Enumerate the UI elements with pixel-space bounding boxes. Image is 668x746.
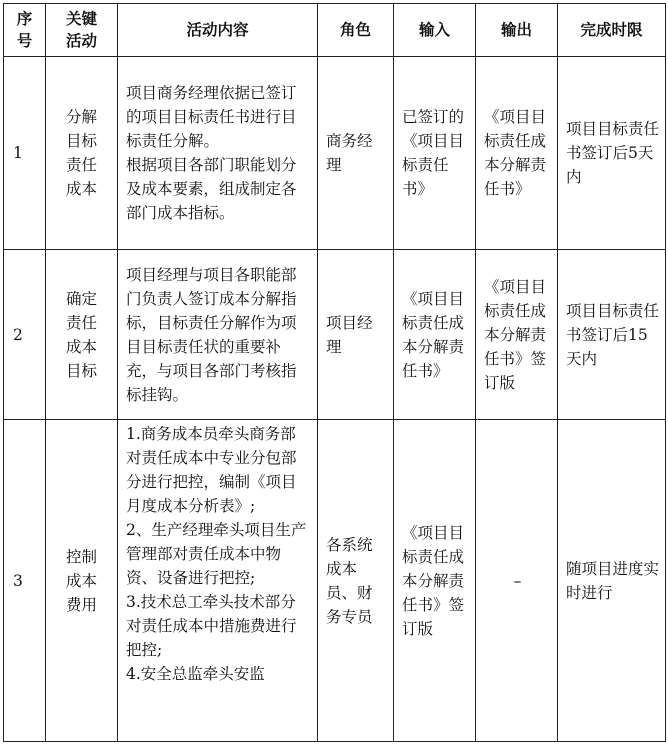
activity-char: 成本 <box>65 180 97 198</box>
cell-output: 《项目目标责任成本分解责任书》 <box>476 57 558 250</box>
content-paragraph: 项目经理与项目各职能部门负责人签订成本分解指标，目标责任分解作为项目目标责任状的重要补充，与项目各部门考核指标挂钩。 <box>126 265 297 404</box>
cell-activity <box>46 57 118 250</box>
cell-content <box>118 420 318 742</box>
cell-input: 已签订的《项目目标责任书》 <box>394 57 476 250</box>
cell-content <box>118 57 318 250</box>
table-row <box>4 420 666 742</box>
activity-char: 目标 <box>65 361 97 380</box>
header-input: 输入 <box>394 4 476 57</box>
cell-role: 商务经理 <box>318 57 394 250</box>
cell-activity <box>46 420 118 742</box>
cell-output: 《项目目标责任成本分解责任书》签订版 <box>476 250 558 420</box>
activity-char: 确定 <box>65 289 97 308</box>
cell-role: 各系统成本员、财务专员 <box>318 420 394 742</box>
content-paragraph: 3.技术总工牵头技术部分对责任成本中措施费进行把控; <box>126 593 297 659</box>
content-paragraph: 4.安全总监牵头安监 <box>126 665 265 683</box>
cell-deadline: 项目目标责任书签订后15天内 <box>558 250 666 420</box>
cell-deadline: 项目目标责任书签订后5天内 <box>558 57 666 250</box>
content-paragraph: 根据项目各部门职能划分及成本要素，组成制定各部门成本指标。 <box>126 156 297 222</box>
table-row <box>4 250 666 420</box>
header-output: 输出 <box>476 4 558 57</box>
cell-deadline: 随项目进度实时进行 <box>558 420 666 742</box>
activity-char: 责任 <box>65 156 97 174</box>
process-table <box>3 3 666 742</box>
activity-char: 目标 <box>65 132 97 150</box>
cell-no: 2 <box>4 250 46 420</box>
cell-role: 项目经理 <box>318 250 394 420</box>
content-paragraph: 项目商务经理依据已签订的项目目标责任书进行目标责任分解。 <box>126 84 297 150</box>
activity-char: 责任 <box>65 313 97 332</box>
cell-input: 《项目目标责任成本分解责任书》 <box>394 250 476 420</box>
activity-char: 成本 <box>65 337 97 356</box>
header-content: 活动内容 <box>118 4 318 57</box>
header-activity-line1: 关键 <box>65 9 97 28</box>
header-role: 角色 <box>318 4 394 57</box>
cell-output: – <box>476 420 558 742</box>
content-clip <box>126 422 309 738</box>
activity-char: 控制 <box>65 547 97 566</box>
header-no-line1: 序 <box>16 9 33 28</box>
cell-no: 1 <box>4 57 46 250</box>
header-deadline: 完成时限 <box>558 4 666 57</box>
cell-input: 《项目目标责任成本分解责任书》签订版 <box>394 420 476 742</box>
cell-no: 3 <box>4 420 46 742</box>
header-no <box>4 4 46 57</box>
header-row <box>4 4 666 57</box>
table-row <box>4 57 666 250</box>
cell-activity <box>46 250 118 420</box>
activity-char: 费用 <box>65 595 97 614</box>
header-activity-line2: 活动 <box>65 31 97 50</box>
header-activity <box>46 4 118 57</box>
content-paragraph: 2、生产经理牵头项目生产管理部对责任成本中物资、设备进行把控; <box>126 521 307 587</box>
content-paragraph: 1.商务成本员牵头商务部对责任成本中专业分包部分进行把控，编制《项目月度成本分析表》; <box>126 425 297 515</box>
cell-content <box>118 250 318 420</box>
header-no-line2: 号 <box>16 31 33 50</box>
activity-char: 分解 <box>65 108 97 126</box>
activity-char: 成本 <box>65 571 97 590</box>
